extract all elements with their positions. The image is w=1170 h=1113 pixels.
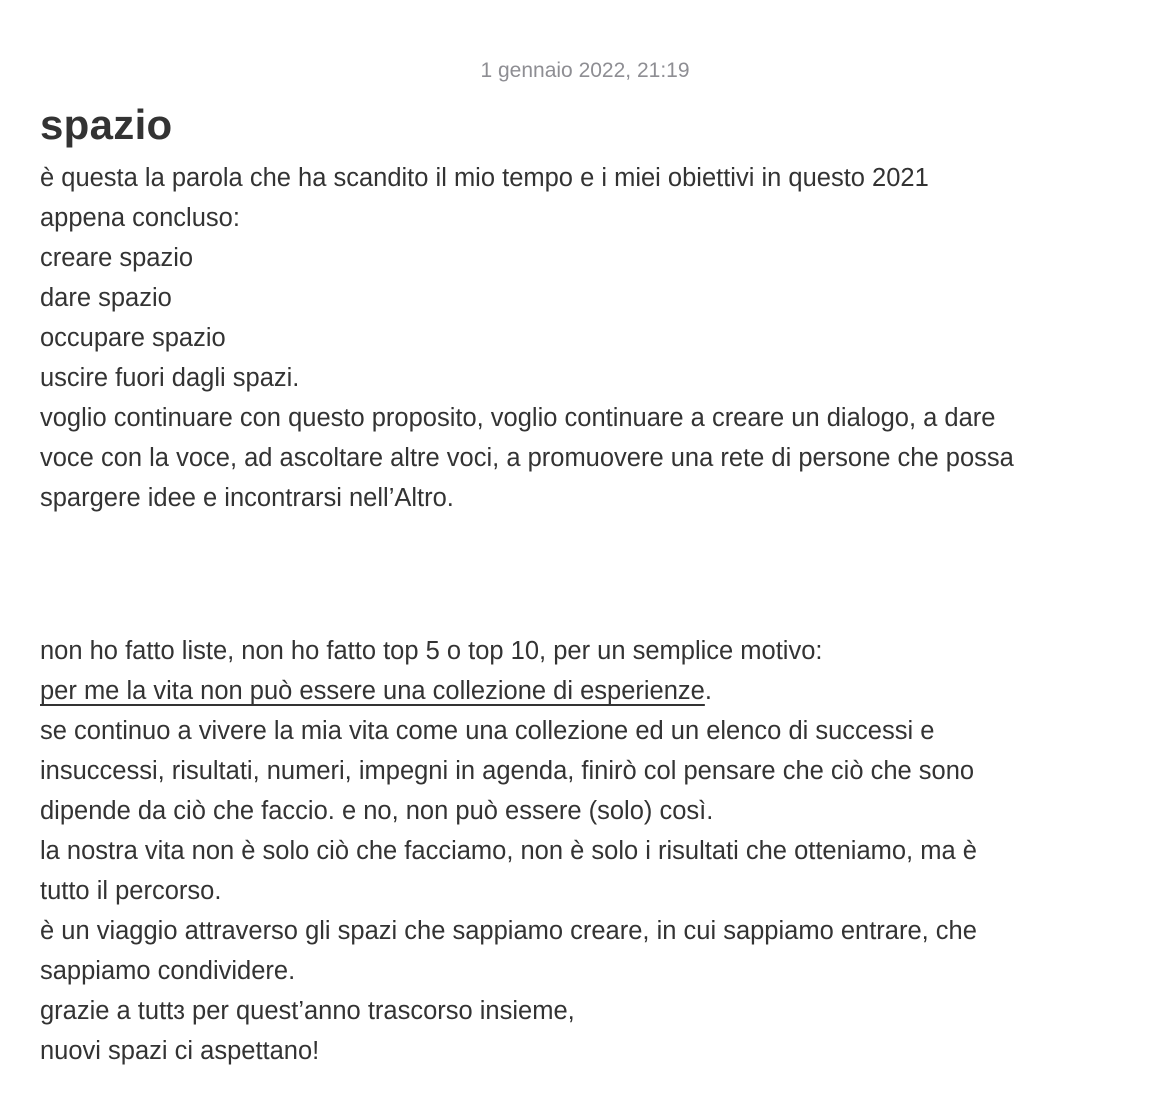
text-line: tutto il percorso. xyxy=(40,877,222,905)
text-line: creare spazio xyxy=(40,244,194,272)
note-body-paragraph-1[interactable] xyxy=(40,158,1140,518)
text-line: sappiamo condividere. xyxy=(40,957,296,985)
text-line: voglio continuare con questo proposito, voglio continuare a creare un dialogo, a dare xyxy=(40,404,996,432)
text-line: occupare spazio xyxy=(40,324,226,352)
underlined-text: per me la vita non può essere una collezione di esperienze xyxy=(40,677,705,705)
text-line: non ho fatto liste, non ho fatto top 5 o top 10, per un semplice motivo: xyxy=(40,637,823,665)
text-line: appena concluso: xyxy=(40,204,240,232)
text-line: è un viaggio attraverso gli spazi che sappiamo creare, in cui sappiamo entrare, che xyxy=(40,917,977,945)
note-title[interactable]: spazio xyxy=(40,101,173,148)
note-timestamp: 1 gennaio 2022, 21:19 xyxy=(480,59,690,82)
text-line: la nostra vita non è solo ciò che facciamo, non è solo i risultati che otteniamo, ma è xyxy=(40,837,977,865)
underlined-line xyxy=(40,671,1140,711)
text-line: se continuo a vivere la mia vita come una collezione ed un elenco di successi e xyxy=(40,717,935,745)
text-line: nuovi spazi ci aspettano! xyxy=(40,1037,320,1065)
text-line: spargere idee e incontrarsi nell’Altro. xyxy=(40,484,454,512)
text-line: insuccessi, risultati, numeri, impegni in agenda, finirò col pensare che ciò che sono xyxy=(40,757,975,785)
text-line: voce con la voce, ad ascoltare altre voci, a promuovere una rete di persone che possa xyxy=(40,444,1014,472)
text-line: è questa la parola che ha scandito il mio tempo e i miei obiettivi in questo 2021 xyxy=(40,164,929,192)
text-line: dipende da ciò che faccio. e no, non può essere (solo) così. xyxy=(40,797,714,825)
text-line: uscire fuori dagli spazi. xyxy=(40,364,300,392)
note-body-paragraph-2[interactable] xyxy=(40,631,1140,1071)
text-line: grazie a tuttɜ per quest’anno trascorso insieme, xyxy=(40,997,575,1025)
underlined-suffix: . xyxy=(704,677,712,705)
text-line: dare spazio xyxy=(40,284,172,312)
